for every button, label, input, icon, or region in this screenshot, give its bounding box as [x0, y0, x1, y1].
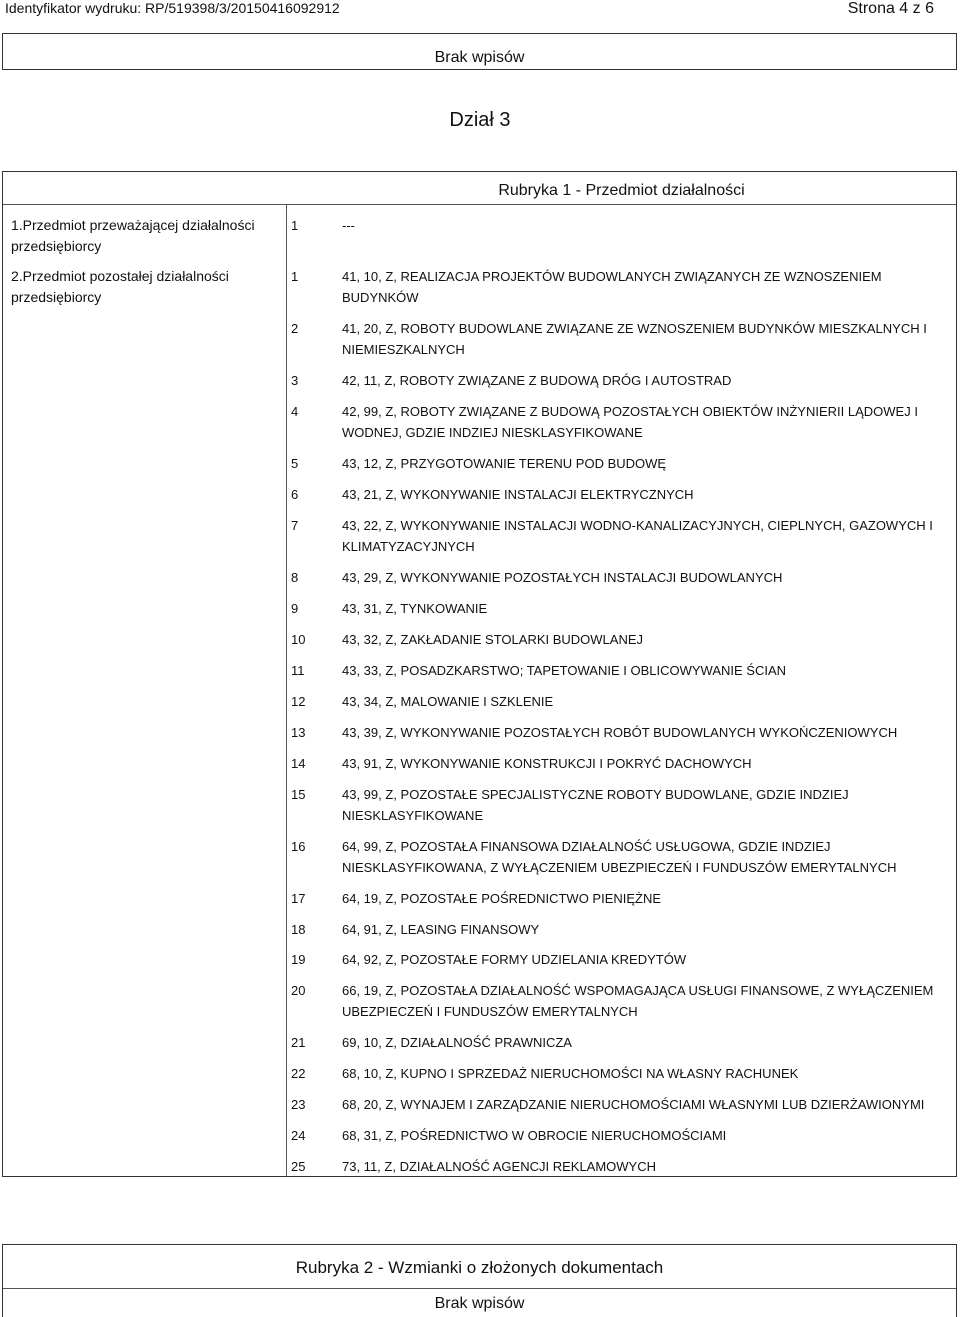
- entry-text: ---: [342, 218, 355, 233]
- activity-number: 12: [291, 694, 306, 709]
- empty-entries-box: [2, 33, 957, 70]
- activity-description: 43, 32, Z, ZAKŁADANIE STOLARKI BUDOWLANEJ: [342, 632, 644, 647]
- activity-description: 64, 92, Z, POZOSTAŁE FORMY UDZIELANIA KREDYTÓW: [342, 952, 687, 967]
- activity-description: 64, 19, Z, POZOSTAŁE POŚREDNICTWO PIENIĘŻNE: [342, 891, 662, 906]
- entry-number: 1: [291, 218, 299, 233]
- activity-description: 43, 29, Z, WYKONYWANIE POZOSTAŁYCH INSTALACJI BUDOWLANYCH: [342, 570, 783, 585]
- label-other-activity: 2.Przedmiot pozostałej działalności przedsiębiorcy: [11, 268, 229, 305]
- activity-description: 66, 19, Z, POZOSTAŁA DZIAŁALNOŚĆ WSPOMAGAJĄCA USŁUGI FINANSOWE, Z WYŁĄCZENIEM UBEZPIECZEŃ I FUNDUSZÓW EMERYTALNYCH: [342, 983, 934, 1019]
- activity-description: 43, 99, Z, POZOSTAŁE SPECJALISTYCZNE ROBOTY BUDOWLANE, GDZIE INDZIEJ NIESKLASYFIKOWANE: [342, 787, 849, 823]
- activity-number: 20: [291, 983, 306, 998]
- activity-number: 5: [291, 456, 299, 471]
- empty-entries-text: Brak wpisów: [434, 49, 525, 66]
- activity-number: 24: [291, 1128, 306, 1143]
- activity-description: 42, 99, Z, ROBOTY ZWIĄZANE Z BUDOWĄ POZOSTAŁYCH OBIEKTÓW INŻYNIERII LĄDOWEJ I WODNEJ, GDZIE INDZIEJ NIESKLASYFIKOWANE: [342, 404, 918, 440]
- activity-description: 64, 99, Z, POZOSTAŁA FINANSOWA DZIAŁALNOŚĆ USŁUGOWA, GDZIE INDZIEJ NIESKLASYFIKOWANA, Z WYŁĄCZENIEM UBEZPIECZEŃ I FUNDUSZÓW EMERYTALNYCH: [342, 839, 897, 875]
- activity-description: 43, 21, Z, WYKONYWANIE INSTALACJI ELEKTRYCZNYCH: [342, 487, 694, 502]
- activity-description: 64, 91, Z, LEASING FINANSOWY: [342, 922, 540, 937]
- activity-number: 25: [291, 1159, 306, 1174]
- activity-number: 19: [291, 952, 306, 967]
- rubryka-2-box: [2, 1244, 957, 1317]
- activity-description: 43, 91, Z, WYKONYWANIE KONSTRUKCJI I POKRYĆ DACHOWYCH: [342, 756, 752, 771]
- rubryka-1-table: [2, 171, 957, 1177]
- table-divider: [3, 1288, 956, 1289]
- activity-description: 41, 10, Z, REALIZACJA PROJEKTÓW BUDOWLANYCH ZWIĄZANYCH ZE WZNOSZENIEM BUDYNKÓW: [342, 269, 882, 305]
- activity-number: 21: [291, 1035, 306, 1050]
- activity-number: 10: [291, 632, 306, 647]
- activity-description: 68, 20, Z, WYNAJEM I ZARZĄDZANIE NIERUCHOMOŚCIAMI WŁASNYMI LUB DZIERŻAWIONYMI: [342, 1097, 925, 1112]
- activity-description: 43, 33, Z, POSADZKARSTWO; TAPETOWANIE I OBLICOWYWANIE ŚCIAN: [342, 663, 787, 678]
- rubryka-1-title: Rubryka 1 - Przedmiot działalności: [498, 182, 745, 199]
- print-identifier: Identyfikator wydruku: RP/519398/3/20150416092912: [5, 0, 340, 16]
- activity-description: 43, 22, Z, WYKONYWANIE INSTALACJI WODNO-KANALIZACYJNYCH, CIEPLNYCH, GAZOWYCH I KLIMATYZACYJNYCH: [342, 518, 933, 554]
- table-divider: [3, 204, 956, 205]
- activity-number: 3: [291, 373, 299, 388]
- activity-number: 18: [291, 922, 306, 937]
- activity-description: 43, 31, Z, TYNKOWANIE: [342, 601, 488, 616]
- activity-description: 69, 10, Z, DZIAŁALNOŚĆ PRAWNICZA: [342, 1035, 572, 1050]
- activity-number: 7: [291, 518, 299, 533]
- activity-number: 4: [291, 404, 299, 419]
- column-divider: [286, 204, 287, 1176]
- activity-number: 9: [291, 601, 299, 616]
- rubryka-2-empty-text: Brak wpisów: [434, 1295, 525, 1312]
- activity-number: 22: [291, 1066, 306, 1081]
- rubryka-2-title: Rubryka 2 - Wzmianki o złożonych dokumentach: [295, 1258, 664, 1277]
- activity-description: 43, 39, Z, WYKONYWANIE POZOSTAŁYCH ROBÓT BUDOWLANYCH WYKOŃCZENIOWYCH: [342, 725, 898, 740]
- activity-number: 6: [291, 487, 299, 502]
- page-number: Strona 4 z 6: [847, 0, 934, 17]
- activity-number: 14: [291, 756, 306, 771]
- activity-description: 43, 12, Z, PRZYGOTOWANIE TERENU POD BUDOWĘ: [342, 456, 667, 471]
- activity-number: 8: [291, 570, 299, 585]
- activity-number: 23: [291, 1097, 306, 1112]
- activity-number: 15: [291, 787, 306, 802]
- activity-number: 17: [291, 891, 306, 906]
- activity-description: 68, 10, Z, KUPNO I SPRZEDAŻ NIERUCHOMOŚCI NA WŁASNY RACHUNEK: [342, 1066, 799, 1081]
- activity-number: 2: [291, 321, 299, 336]
- activity-description: 68, 31, Z, POŚREDNICTWO W OBROCIE NIERUCHOMOŚCIAMI: [342, 1128, 727, 1143]
- activity-description: 42, 11, Z, ROBOTY ZWIĄZANE Z BUDOWĄ DRÓG I AUTOSTRAD: [342, 373, 732, 388]
- activity-number: 11: [291, 663, 305, 678]
- activity-description: 73, 11, Z, DZIAŁALNOŚĆ AGENCJI REKLAMOWYCH: [342, 1159, 657, 1174]
- activity-number: 16: [291, 839, 306, 854]
- activity-number: 1: [291, 269, 299, 284]
- activity-description: 41, 20, Z, ROBOTY BUDOWLANE ZWIĄZANE ZE WZNOSZENIEM BUDYNKÓW MIESZKALNYCH I NIEMIESZKALNYCH: [342, 321, 927, 357]
- label-main-activity: 1.Przedmiot przeważającej działalności przedsiębiorcy: [11, 217, 255, 254]
- activity-number: 13: [291, 725, 306, 740]
- activity-description: 43, 34, Z, MALOWANIE I SZKLENIE: [342, 694, 554, 709]
- section-title: Dział 3: [449, 109, 511, 131]
